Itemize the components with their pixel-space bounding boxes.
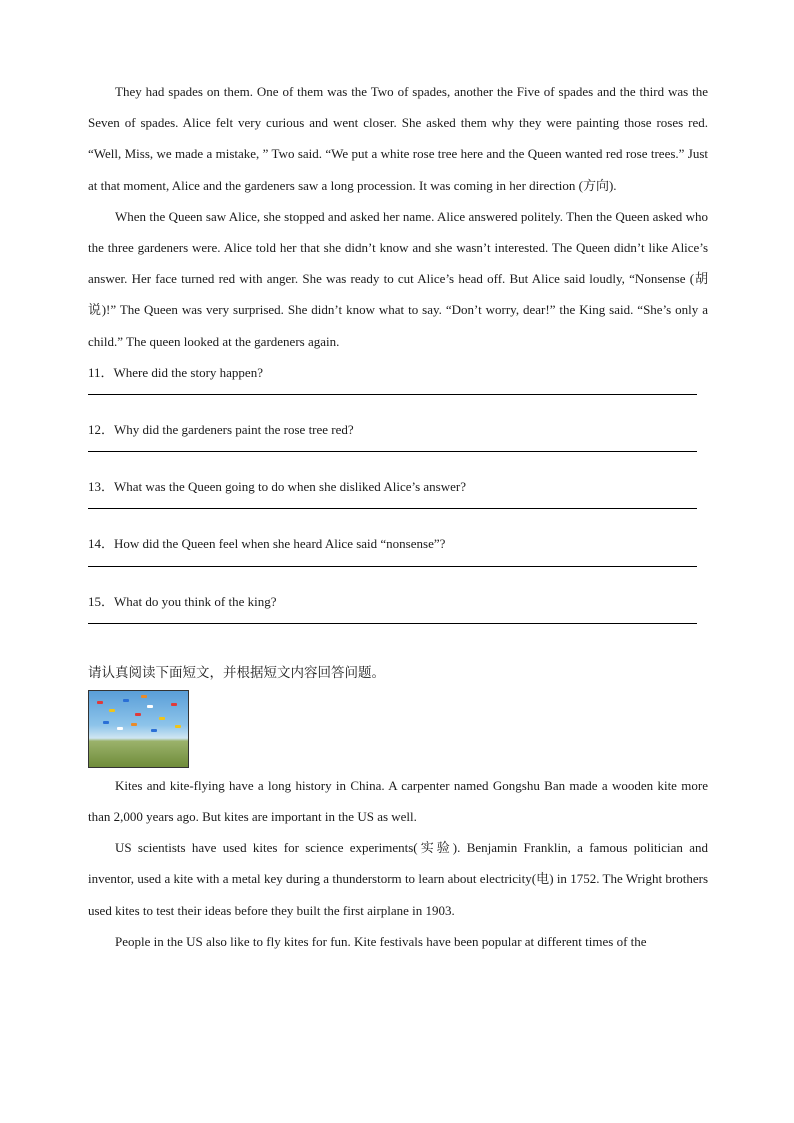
kite-paragraph-3: People in the US also like to fly kites for fun. Kite festivals have been popular at different times of the	[115, 933, 647, 949]
question-14: 14．How did the Queen feel when she heard Alice said “nonsense”?	[88, 536, 446, 552]
answer-line-14[interactable]	[88, 566, 697, 567]
answer-line-12[interactable]	[88, 451, 697, 452]
kite-paragraph-2: US scientists have used kites for science experiments(实验). Benjamin Franklin, a famous politician and inventor, used a kite with a metal key during a thunderstorm to learn about electricity(电) in 1752. The Wright brothers used kites to test their ideas before they built the first airplane in 1903.	[88, 840, 708, 918]
question-13: 13．What was the Queen going to do when she disliked Alice’s answer?	[88, 479, 466, 495]
kite-paragraph-1: Kites and kite-flying have a long history in China. A carpenter named Gongshu Ban made a wooden kite more than 2,000 years ago. But kites are important in the US as well.	[88, 777, 708, 825]
worksheet-page	[88, 76, 708, 957]
answer-line-11[interactable]	[88, 394, 697, 395]
answer-line-13[interactable]	[88, 508, 697, 509]
question-11: 11．Where did the story happen?	[88, 364, 263, 380]
kite-festival-photo	[88, 690, 189, 768]
story-paragraph-2: When the Queen saw Alice, she stopped and asked her name. Alice answered politely. Then the Queen asked who the three gardeners were. Alice told her that she didn’t know and she wasn’t interested. The Queen didn’t like Alice’s answer. Her face turned red with anger. She was ready to cut Alice’s head off. But Alice said loudly, “Nonsense (胡说)!” The Queen was very surprised. She didn’t know what to say. “Don’t worry, dear!” the King said. “She’s only a child.” The queen looked at the gardeners again.	[88, 208, 708, 349]
question-15: 15．What do you think of the king?	[88, 593, 277, 609]
story-paragraph-1: They had spades on them. One of them was the Two of spades, another the Five of spades and the third was the Seven of spades. Alice felt very curious and went closer. She asked them why they were painting those roses red. “Well, Miss, we made a mistake, ” Two said. “We put a white rose tree here and the Queen wanted red rose trees.” Just at that moment, Alice and the gardeners saw a long procession. It was coming in her direction (方向).	[88, 84, 708, 193]
question-12: 12．Why did the gardeners paint the rose tree red?	[88, 422, 354, 438]
section-instruction: 请认真阅读下面短文，并根据短文内容回答问题。	[88, 664, 385, 681]
answer-line-15[interactable]	[88, 623, 697, 624]
